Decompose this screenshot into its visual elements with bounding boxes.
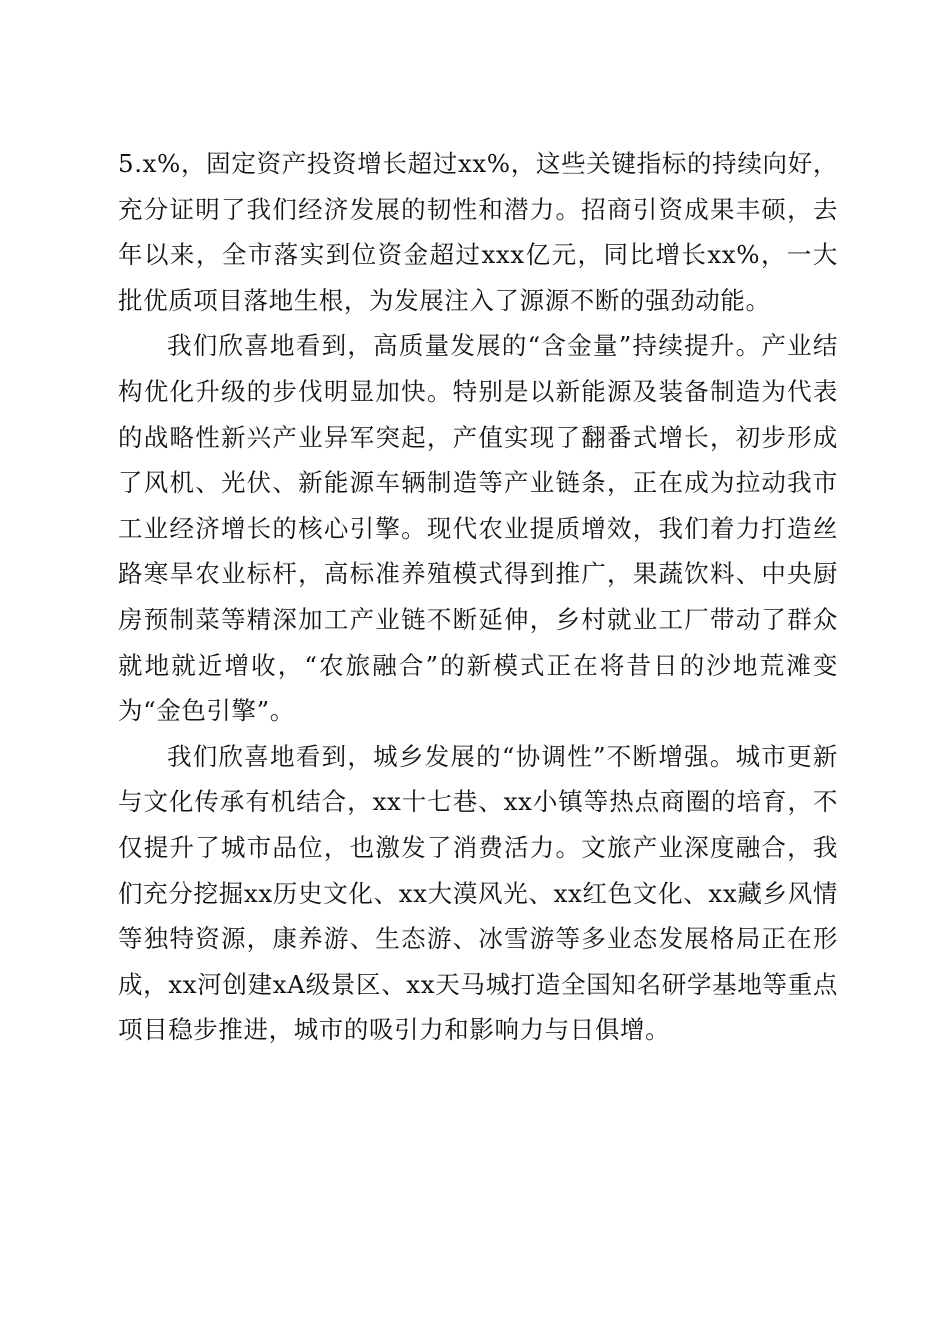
paragraph-industry: 我们欣喜地看到，高质量发展的“含金量”持续提升。产业结构优化升级的步伐明显加快。特别是以新能源及装备制造为代表的战略性新兴产业异军突起，产值实现了翻番式增长，初步形成了风机、光伏、新能源车辆制造等产业链条，正在成为拉动我市工业经济增长的核心引擎。现代农业提质增效，我们着力打造丝路寒旱农业标杆，高标准养殖模式得到推广，果蔬饮料、中央厨房预制菜等精深加工产业链不断延伸，乡村就业工厂带动了群众就地就近增收，“农旅融合”的新模式正在将昔日的沙地荒滩变为“金色引擎”。 xyxy=(118,331,838,726)
body-text xyxy=(118,141,838,1053)
paragraph-urban-rural: 我们欣喜地看到，城乡发展的“协调性”不断增强。城市更新与文化传承有机结合，xx十七巷、xx小镇等热点商圈的培育，不仅提升了城市品位，也激发了消费活力。文旅产业深度融合，我们充分挖掘xx历史文化、xx大漠风光、xx红色文化、xx藏乡风情等独特资源，康养游、生态游、冰雪游等多业态发展格局正在形成，xx河创建xA级景区、xx天马城打造全国知名研学基地等重点项目稳步推进，城市的吸引力和影响力与日俱增。 xyxy=(118,741,838,1045)
paragraph-continued: 5.x%，固定资产投资增长超过xx%，这些关键指标的持续向好，充分证明了我们经济发展的韧性和潜力。招商引资成果丰硕，去年以来，全市落实到位资金超过xxx亿元，同比增长xx%，一大批优质项目落地生根，为发展注入了源源不断的强劲动能。 xyxy=(118,149,838,315)
